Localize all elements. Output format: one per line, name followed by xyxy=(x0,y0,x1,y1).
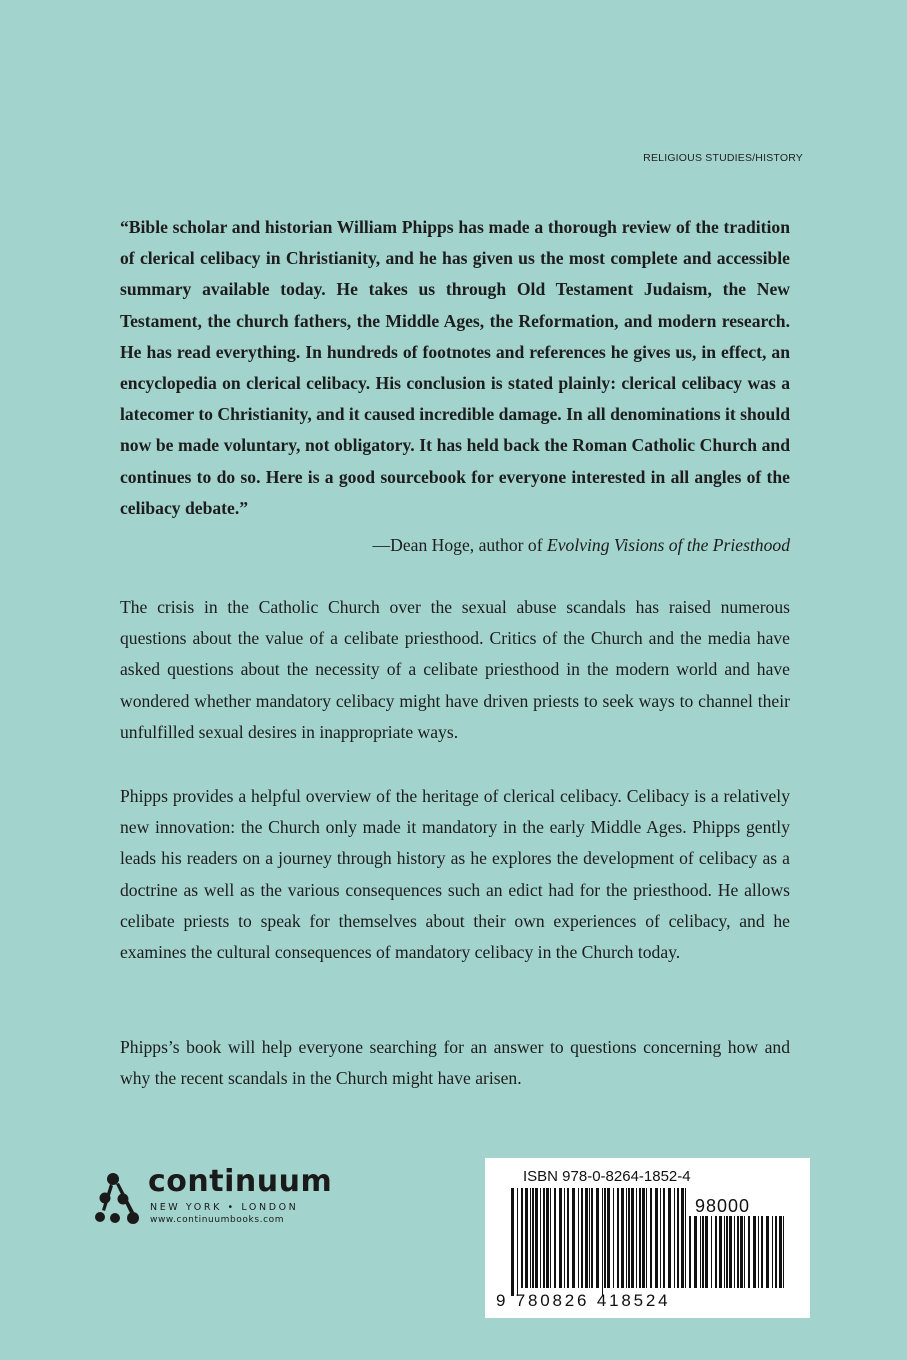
publisher-logo xyxy=(92,1164,342,1232)
publisher-name: continuum xyxy=(148,1164,333,1199)
isbn-barcode-panel xyxy=(485,1158,810,1318)
continuum-mark-icon xyxy=(92,1170,148,1232)
isbn-digits: 9 780826 418524 xyxy=(496,1291,671,1310)
ean-barcode-icon xyxy=(509,1188,689,1296)
price-addon-barcode-icon xyxy=(687,1216,787,1296)
endorsement-quote: “Bible scholar and historian William Phipps has made a thorough review of the tradition of clerical celibacy in Christianity, and he has given us the most complete and accessible summary available today. He takes us through Old Testament Judaism, the New Testament, the church fathers, the Middle Ages, the Reformation, and modern research. He has read everything. In hundreds of footnotes and references he gives us, in effect, an encyclopedia on clerical celibacy. His conclusion is stated plainly: clerical celibacy was a latecomer to Christianity, and it caused incredible damage. In all denominations it should now be made voluntary, not obligatory. It has held back the Roman Catholic Church and continues to do so. Here is a good sourcebook for everyone interested in all angles of the celibacy debate.” xyxy=(120,217,790,518)
category-label: RELIGIOUS STUDIES/HISTORY xyxy=(643,152,803,164)
description-paragraph-2: Phipps provides a helpful overview of the heritage of clerical celibacy. Celibacy is a relatively new innovation: the Church only made it mandatory in the early Middle Ages. Phipps gently leads his readers on a journey through history as he explores the development of celibacy as a doctrine as well as the various consequences such an edict had for the priesthood. He allows celibate priests to speak for themselves about their own experiences of celibacy, and he examines the cultural consequences of mandatory celibacy in the Church today. xyxy=(120,786,790,963)
isbn-label: ISBN 978-0-8264-1852-4 xyxy=(523,1168,691,1185)
price-code: 98000 xyxy=(695,1196,751,1216)
attribution-book-title: Evolving Visions of the Priesthood xyxy=(546,535,790,555)
endorsement-attribution xyxy=(373,530,790,561)
description-paragraph-1: The crisis in the Catholic Church over the sexual abuse scandals has raised numerous questions about the value of a celibate priesthood. Critics of the Church and the media have asked questions about the necessity of a celibate priesthood in the modern world and have wondered whether mandatory celibacy might have driven priests to seek ways to channel their unfulfilled sexual desires in inappropriate ways. xyxy=(120,597,790,742)
attribution-author: —Dean Hoge, author of xyxy=(372,535,547,555)
publisher-website: www.continuumbooks.com xyxy=(150,1215,285,1225)
description-paragraph-3: Phipps’s book will help everyone searching for an answer to questions concerning how and why the recent scandals in the Church might have arisen. xyxy=(120,1037,790,1089)
publisher-cities: NEW YORK • LONDON xyxy=(150,1202,299,1213)
